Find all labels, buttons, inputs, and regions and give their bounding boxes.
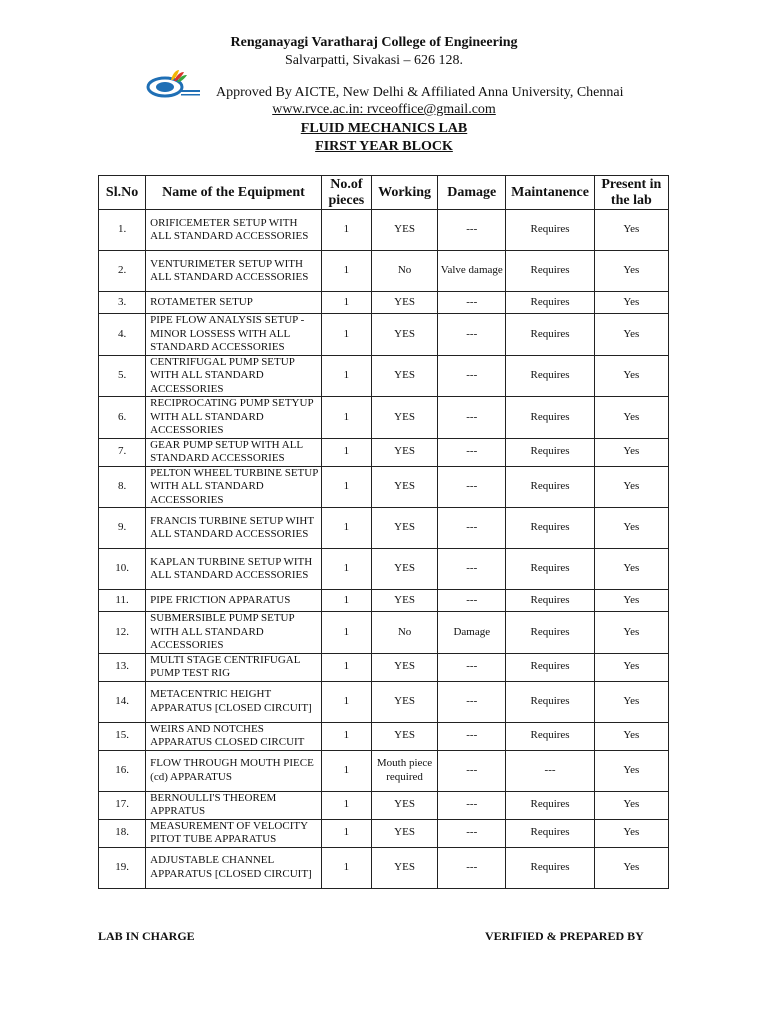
table-row — [99, 355, 669, 397]
cell-working: YES — [371, 438, 437, 466]
document-header — [0, 34, 768, 70]
cell-maintenance: Requires — [506, 314, 594, 356]
cell-present: Yes — [594, 466, 668, 508]
cell-equipment-name: CENTRIFUGAL PUMP SETUP WITH ALL STANDARD ACCESSORIES — [146, 355, 322, 397]
cell-maintenance: Requires — [506, 653, 594, 681]
cell-equipment-name: MEASUREMENT OF VELOCITY PITOT TUBE APPARATUS — [146, 819, 322, 847]
cell-working: YES — [371, 549, 437, 590]
table-row — [99, 819, 669, 847]
cell-equipment-name: GEAR PUMP SETUP WITH ALL STANDARD ACCESSORIES — [146, 438, 322, 466]
cell-sl-no: 11. — [99, 590, 146, 612]
cell-present: Yes — [594, 750, 668, 791]
cell-damage: --- — [438, 466, 506, 508]
cell-equipment-name: ADJUSTABLE CHANNEL APPARATUS [CLOSED CIRCUIT] — [146, 847, 322, 888]
table-row — [99, 653, 669, 681]
cell-pieces: 1 — [321, 251, 371, 292]
cell-pieces: 1 — [321, 508, 371, 549]
table-body — [99, 210, 669, 889]
cell-equipment-name: BERNOULLI'S THEOREM APPRATUS — [146, 791, 322, 819]
cell-present: Yes — [594, 819, 668, 847]
cell-maintenance: Requires — [506, 355, 594, 397]
cell-pieces: 1 — [321, 847, 371, 888]
header-equipment-name: Name of the Equipment — [146, 176, 322, 210]
table-row — [99, 847, 669, 888]
website-link[interactable]: www.rvce.ac.in — [272, 102, 360, 117]
approval-text: Approved By AICTE, New Delhi & Affiliated Anna University, Chennai — [216, 85, 624, 100]
header-present: Present in the lab — [594, 176, 668, 210]
table-row — [99, 750, 669, 791]
cell-maintenance: Requires — [506, 722, 594, 750]
cell-sl-no: 13. — [99, 653, 146, 681]
cell-maintenance: Requires — [506, 847, 594, 888]
cell-sl-no: 8. — [99, 466, 146, 508]
table-row — [99, 397, 669, 439]
cell-damage: --- — [438, 397, 506, 439]
table-row — [99, 681, 669, 722]
cell-working: YES — [371, 355, 437, 397]
cell-working: YES — [371, 681, 437, 722]
table-row — [99, 251, 669, 292]
cell-present: Yes — [594, 722, 668, 750]
cell-working: Mouth piece required — [371, 750, 437, 791]
cell-present: Yes — [594, 847, 668, 888]
cell-sl-no: 4. — [99, 314, 146, 356]
cell-working: YES — [371, 292, 437, 314]
cell-pieces: 1 — [321, 681, 371, 722]
cell-working: YES — [371, 722, 437, 750]
cell-pieces: 1 — [321, 653, 371, 681]
cell-maintenance: Requires — [506, 819, 594, 847]
cell-present: Yes — [594, 681, 668, 722]
cell-damage: --- — [438, 653, 506, 681]
cell-present: Yes — [594, 397, 668, 439]
cell-damage: --- — [438, 791, 506, 819]
college-logo-icon — [145, 68, 201, 100]
cell-sl-no: 3. — [99, 292, 146, 314]
cell-damage: --- — [438, 314, 506, 356]
cell-pieces: 1 — [321, 314, 371, 356]
cell-damage: --- — [438, 508, 506, 549]
cell-working: YES — [371, 466, 437, 508]
cell-equipment-name: VENTURIMETER SETUP WITH ALL STANDARD ACCESSORIES — [146, 251, 322, 292]
cell-pieces: 1 — [321, 722, 371, 750]
table-row — [99, 508, 669, 549]
cell-working: YES — [371, 508, 437, 549]
cell-damage: --- — [438, 355, 506, 397]
header-pieces: No.of pieces — [321, 176, 371, 210]
table-row — [99, 292, 669, 314]
cell-equipment-name: METACENTRIC HEIGHT APPARATUS [CLOSED CIRCUIT] — [146, 681, 322, 722]
cell-equipment-name: SUBMERSIBLE PUMP SETUP WITH ALL STANDARD ACCESSORIES — [146, 612, 322, 654]
cell-equipment-name: PIPE FLOW ANALYSIS SETUP - MINOR LOSSESS WITH ALL STANDARD ACCESSORIES — [146, 314, 322, 356]
cell-equipment-name: PIPE FRICTION APPARATUS — [146, 590, 322, 612]
table-row — [99, 210, 669, 251]
cell-damage: --- — [438, 438, 506, 466]
cell-maintenance: Requires — [506, 508, 594, 549]
block-title: FIRST YEAR BLOCK — [315, 139, 453, 154]
cell-damage: --- — [438, 681, 506, 722]
cell-maintenance: Requires — [506, 292, 594, 314]
cell-pieces: 1 — [321, 466, 371, 508]
table-row — [99, 466, 669, 508]
cell-maintenance: Requires — [506, 210, 594, 251]
cell-pieces: 1 — [321, 549, 371, 590]
cell-present: Yes — [594, 314, 668, 356]
lab-in-charge-label: LAB IN CHARGE — [98, 929, 195, 943]
cell-present: Yes — [594, 653, 668, 681]
cell-damage: --- — [438, 549, 506, 590]
cell-present: Yes — [594, 210, 668, 251]
cell-working: No — [371, 251, 437, 292]
cell-present: Yes — [594, 590, 668, 612]
cell-equipment-name: RECIPROCATING PUMP SETYUP WITH ALL STANDARD ACCESSORIES — [146, 397, 322, 439]
cell-pieces: 1 — [321, 397, 371, 439]
cell-sl-no: 10. — [99, 549, 146, 590]
cell-present: Yes — [594, 791, 668, 819]
cell-maintenance: Requires — [506, 438, 594, 466]
cell-sl-no: 9. — [99, 508, 146, 549]
table-row — [99, 590, 669, 612]
cell-damage: --- — [438, 292, 506, 314]
cell-damage: --- — [438, 590, 506, 612]
cell-sl-no: 1. — [99, 210, 146, 251]
cell-sl-no: 16. — [99, 750, 146, 791]
cell-maintenance: Requires — [506, 612, 594, 654]
table-row — [99, 612, 669, 654]
cell-maintenance: Requires — [506, 590, 594, 612]
cell-pieces: 1 — [321, 612, 371, 654]
cell-sl-no: 2. — [99, 251, 146, 292]
cell-damage: Valve damage — [438, 251, 506, 292]
cell-maintenance: --- — [506, 750, 594, 791]
cell-damage: --- — [438, 819, 506, 847]
table-row — [99, 314, 669, 356]
cell-maintenance: Requires — [506, 466, 594, 508]
cell-equipment-name: ORIFICEMETER SETUP WITH ALL STANDARD ACCESSORIES — [146, 210, 322, 251]
cell-damage: --- — [438, 847, 506, 888]
cell-working: YES — [371, 791, 437, 819]
college-address: Salvarpatti, Sivakasi – 626 128. — [284, 53, 464, 68]
cell-working: YES — [371, 819, 437, 847]
cell-present: Yes — [594, 508, 668, 549]
table-row — [99, 791, 669, 819]
email-link[interactable]: rvceoffice@gmail.com — [366, 102, 496, 117]
header-working: Working — [371, 176, 437, 210]
cell-working: YES — [371, 653, 437, 681]
cell-working: No — [371, 612, 437, 654]
cell-present: Yes — [594, 612, 668, 654]
cell-sl-no: 17. — [99, 791, 146, 819]
link-separator: : — [359, 102, 367, 117]
cell-sl-no: 15. — [99, 722, 146, 750]
cell-maintenance: Requires — [506, 251, 594, 292]
cell-sl-no: 7. — [99, 438, 146, 466]
cell-equipment-name: FRANCIS TURBINE SETUP WIHT ALL STANDARD ACCESSORIES — [146, 508, 322, 549]
table-header-row — [99, 176, 669, 210]
cell-pieces: 1 — [321, 791, 371, 819]
cell-damage: Damage — [438, 612, 506, 654]
equipment-table — [98, 175, 669, 889]
cell-damage: --- — [438, 722, 506, 750]
table-row — [99, 438, 669, 466]
cell-present: Yes — [594, 251, 668, 292]
lab-title: FLUID MECHANICS LAB — [300, 121, 468, 136]
college-name: Renganayagi Varatharaj College of Engineering — [230, 35, 518, 50]
contact-links — [0, 101, 768, 118]
cell-working: YES — [371, 590, 437, 612]
cell-working: YES — [371, 314, 437, 356]
cell-damage: --- — [438, 210, 506, 251]
cell-pieces: 1 — [321, 590, 371, 612]
cell-working: YES — [371, 847, 437, 888]
cell-sl-no: 19. — [99, 847, 146, 888]
cell-present: Yes — [594, 549, 668, 590]
cell-pieces: 1 — [321, 750, 371, 791]
cell-equipment-name: FLOW THROUGH MOUTH PIECE (cd) APPARATUS — [146, 750, 322, 791]
cell-working: YES — [371, 210, 437, 251]
cell-sl-no: 14. — [99, 681, 146, 722]
cell-present: Yes — [594, 355, 668, 397]
cell-maintenance: Requires — [506, 397, 594, 439]
header-sl-no: Sl.No — [99, 176, 146, 210]
cell-pieces: 1 — [321, 355, 371, 397]
cell-pieces: 1 — [321, 210, 371, 251]
cell-sl-no: 5. — [99, 355, 146, 397]
cell-maintenance: Requires — [506, 791, 594, 819]
cell-sl-no: 18. — [99, 819, 146, 847]
cell-equipment-name: PELTON WHEEL TURBINE SETUP WITH ALL STANDARD ACCESSORIES — [146, 466, 322, 508]
cell-equipment-name: MULTI STAGE CENTRIFUGAL PUMP TEST RIG — [146, 653, 322, 681]
cell-equipment-name: ROTAMETER SETUP — [146, 292, 322, 314]
cell-pieces: 1 — [321, 438, 371, 466]
cell-pieces: 1 — [321, 292, 371, 314]
cell-damage: --- — [438, 750, 506, 791]
cell-working: YES — [371, 397, 437, 439]
cell-present: Yes — [594, 292, 668, 314]
verified-prepared-label: VERIFIED & PREPARED BY — [485, 929, 644, 943]
cell-sl-no: 12. — [99, 612, 146, 654]
cell-present: Yes — [594, 438, 668, 466]
cell-equipment-name: WEIRS AND NOTCHES APPARATUS CLOSED CIRCUIT — [146, 722, 322, 750]
header-damage: Damage — [438, 176, 506, 210]
cell-maintenance: Requires — [506, 681, 594, 722]
table-row — [99, 722, 669, 750]
cell-pieces: 1 — [321, 819, 371, 847]
cell-equipment-name: KAPLAN TURBINE SETUP WITH ALL STANDARD ACCESSORIES — [146, 549, 322, 590]
cell-sl-no: 6. — [99, 397, 146, 439]
header-maintenance: Maintanence — [506, 176, 594, 210]
cell-maintenance: Requires — [506, 549, 594, 590]
table-row — [99, 549, 669, 590]
